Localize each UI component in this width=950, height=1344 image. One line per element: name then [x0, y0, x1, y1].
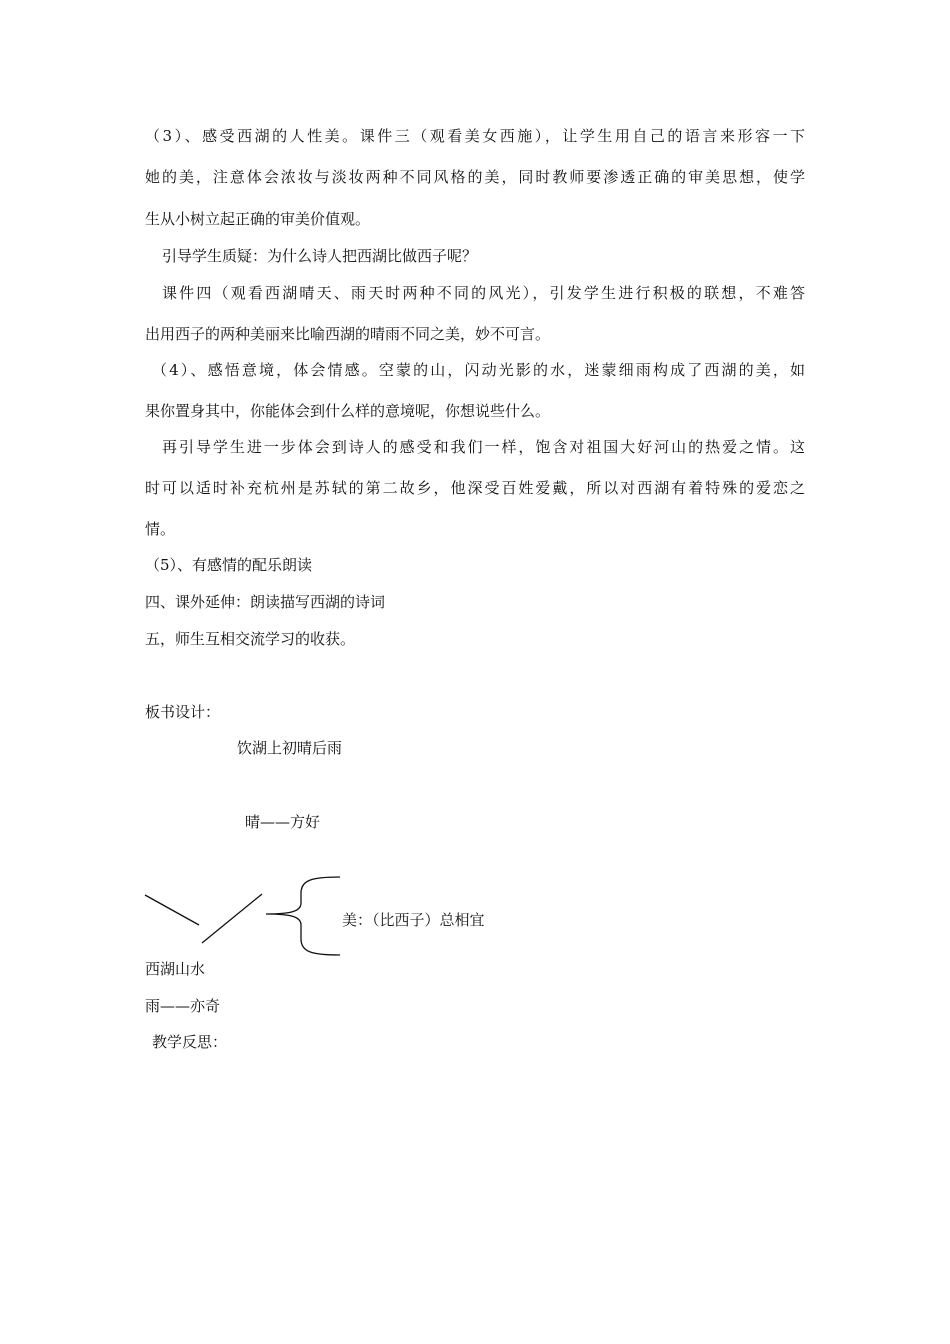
reflection-heading: 教学反思：	[152, 1033, 228, 1051]
paragraph-line: （5）、有感情的配乐朗读	[145, 556, 313, 574]
board-rainy-line: 雨——亦奇	[145, 997, 221, 1015]
section-heading: 四、课外延伸：朗读描写西湖的诗词	[145, 593, 386, 611]
paragraph-line: 情。	[145, 520, 176, 538]
paragraph-line: 果你置身其中，你能体会到什么样的意境呢，你想说些什么。	[145, 402, 551, 420]
paragraph-line: 生从小树立起正确的审美价值观。	[145, 210, 371, 228]
diagonal-line-right	[202, 894, 262, 943]
paragraph-line: 再引导学生进一步体会到诗人的感受和我们一样，饱含对祖国大好河山的热爱之情。这	[162, 438, 805, 456]
board-title: 饮湖上初晴后雨	[237, 739, 343, 757]
section-heading: 五，师生互相交流学习的收获。	[145, 630, 356, 648]
board-sunny-line: 晴——方好	[245, 813, 321, 831]
paragraph-line: 引导学生质疑：为什么诗人把西湖比做西子呢？	[162, 247, 478, 265]
paragraph-line: 她的美，注意体会浓妆与淡妆两种不同风格的美，同时教师要渗透正确的审美思想，使学	[145, 168, 805, 186]
board-beauty-line: 美：（比西子）总相宜	[342, 911, 485, 929]
curly-brace	[266, 877, 340, 955]
paragraph-line: （3）、感受西湖的人性美。课件三（观看美女西施），让学生用自己的语言来形容一下	[145, 127, 805, 145]
diagonal-line-left	[145, 895, 199, 925]
paragraph-line: 时可以适时补充杭州是苏轼的第二故乡，他深受百姓爱戴，所以对西湖有着特殊的爱恋之	[145, 479, 805, 497]
board-design-heading: 板书设计：	[145, 703, 221, 721]
paragraph-line: 课件四（观看西湖晴天、雨天时两种不同的风光），引发学生进行积极的联想，不难答	[162, 284, 805, 302]
paragraph-line: （4）、感悟意境，体会情感。空蒙的山，闪动光影的水，迷蒙细雨构成了西湖的美，如	[152, 361, 805, 379]
board-scenery-label: 西湖山水	[145, 960, 206, 978]
paragraph-line: 出用西子的两种美丽来比喻西湖的晴雨不同之美，妙不可言。	[145, 325, 551, 343]
